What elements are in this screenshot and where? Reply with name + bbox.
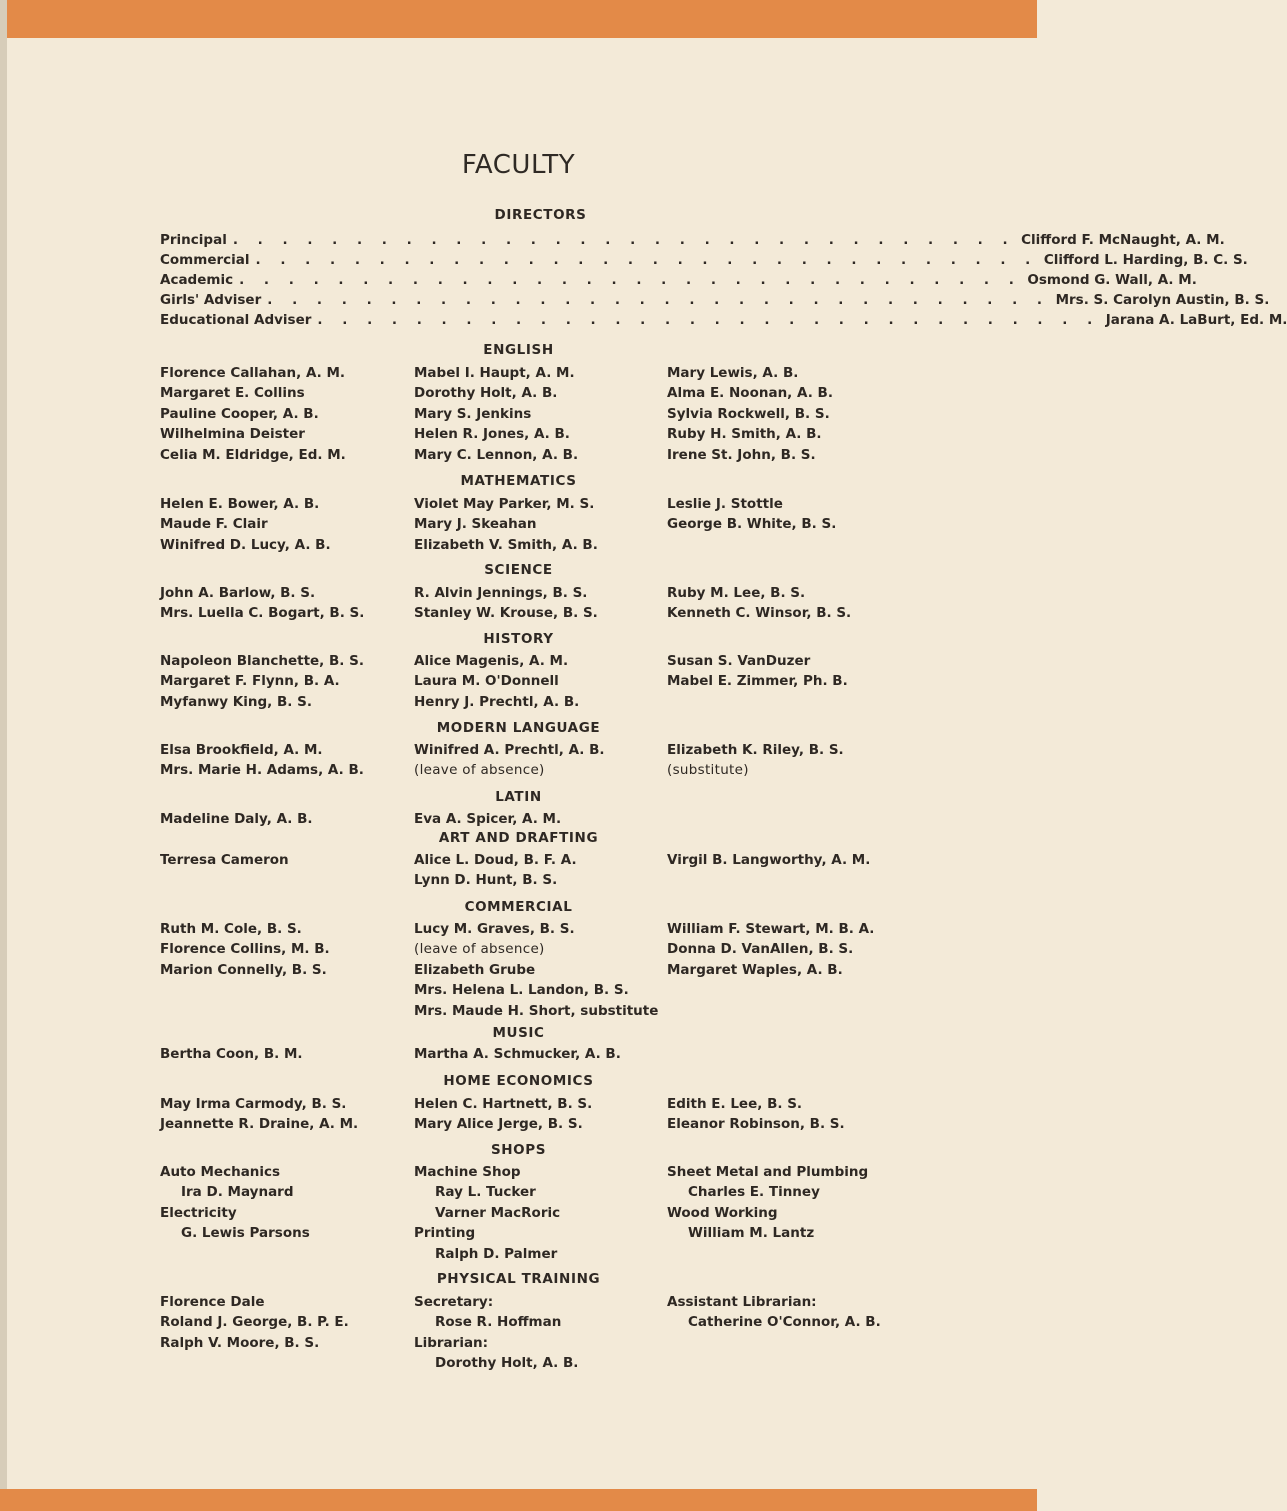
history-column-3 <box>667 651 927 692</box>
director-row <box>160 232 1225 252</box>
faculty-name: Stanley W. Krouse, B. S. <box>414 605 598 622</box>
faculty-name: Florence Collins, M. B. <box>160 941 330 958</box>
faculty-name: Kenneth C. Winsor, B. S. <box>667 605 852 622</box>
faculty-name: John A. Barlow, B. S. <box>160 585 316 601</box>
faculty-name: Varner MacRoric <box>435 1204 561 1221</box>
faculty-name: Mary Alice Jerge, B. S. <box>414 1116 583 1133</box>
faculty-name: Virgil B. Langworthy, A. M. <box>667 852 871 868</box>
faculty-name: Helen R. Jones, A. B. <box>414 426 570 443</box>
status-note: (substitute) <box>667 762 749 779</box>
department-heading: MUSIC <box>492 1025 545 1041</box>
faculty-name: Mabel I. Haupt, A. M. <box>414 365 575 381</box>
english-column-1 <box>160 363 420 465</box>
faculty-name: Mary J. Skeahan <box>414 516 537 533</box>
commercial-column-3 <box>667 919 927 980</box>
home-economics-column-1 <box>160 1094 420 1135</box>
role-label: Librarian: <box>414 1334 489 1351</box>
faculty-name: Winifred A. Prechtl, A. B. <box>414 742 605 758</box>
physical-training-column-3 <box>667 1292 927 1333</box>
department-heading: SCIENCE <box>484 562 553 578</box>
dot-leader: . . . . . . . . . . . . . . . . . . . . . . . . . . . . . . . . <box>232 232 1016 248</box>
faculty-name: Roland J. George, B. P. E. <box>160 1314 349 1331</box>
faculty-name: Susan S. VanDuzer <box>667 653 811 669</box>
faculty-name: Lucy M. Graves, B. S. <box>414 921 575 937</box>
faculty-name: Donna D. VanAllen, B. S. <box>667 941 854 958</box>
shop-label: Auto Mechanics <box>160 1164 281 1180</box>
faculty-name: Edith E. Lee, B. S. <box>667 1096 803 1112</box>
modern-language-column-1 <box>160 740 420 781</box>
faculty-name: Marion Connelly, B. S. <box>160 961 327 978</box>
faculty-name: Celia M. Eldridge, Ed. M. <box>160 446 346 463</box>
director-name: Osmond G. Wall, A. M. <box>1027 272 1197 288</box>
faculty-name: Alice Magenis, A. M. <box>414 653 569 669</box>
director-row <box>160 272 1197 292</box>
shop-label: Printing <box>414 1225 476 1242</box>
faculty-name: Florence Callahan, A. M. <box>160 365 346 381</box>
faculty-name: Elizabeth Grube <box>414 961 536 978</box>
mathematics-column-2 <box>414 494 674 555</box>
department-heading: ART AND DRAFTING <box>438 830 599 846</box>
science-column-1 <box>160 583 420 624</box>
directors-heading: DIRECTORS <box>494 207 587 223</box>
faculty-name: Winifred D. Lucy, A. B. <box>160 536 331 553</box>
art-drafting-column-3 <box>667 850 927 870</box>
modern-language-column-2 <box>414 740 674 781</box>
physical-training-column-1 <box>160 1292 420 1353</box>
faculty-name: Rose R. Hoffman <box>435 1314 562 1331</box>
faculty-name: Bertha Coon, B. M. <box>160 1046 303 1062</box>
faculty-name: Margaret E. Collins <box>160 385 305 402</box>
faculty-name: Elizabeth V. Smith, A. B. <box>414 536 598 553</box>
faculty-name: Mary Lewis, A. B. <box>667 365 799 381</box>
faculty-name: Irene St. John, B. S. <box>667 446 816 463</box>
faculty-name: Ralph D. Palmer <box>435 1245 558 1262</box>
role-label: Secretary: <box>414 1294 494 1310</box>
faculty-name: Dorothy Holt, A. B. <box>435 1355 579 1372</box>
faculty-name: Ray L. Tucker <box>435 1184 536 1201</box>
faculty-name: Ruth M. Cole, B. S. <box>160 921 302 937</box>
department-heading: MODERN LANGUAGE <box>436 720 601 736</box>
faculty-name: Mary C. Lennon, A. B. <box>414 446 579 463</box>
faculty-name: Violet May Parker, M. S. <box>414 496 595 512</box>
faculty-name: Henry J. Prechtl, A. B. <box>414 693 580 710</box>
faculty-name: Laura M. O'Donnell <box>414 673 559 690</box>
department-heading: MATHEMATICS <box>460 473 577 489</box>
faculty-name: Madeline Daly, A. B. <box>160 811 313 827</box>
faculty-name: Charles E. Tinney <box>688 1184 820 1201</box>
department-heading: SHOPS <box>490 1142 547 1158</box>
faculty-name: Napoleon Blanchette, B. S. <box>160 653 364 669</box>
faculty-name: Mrs. Luella C. Bogart, B. S. <box>160 605 365 622</box>
commercial-column-1 <box>160 919 420 980</box>
faculty-name: Ruby M. Lee, B. S. <box>667 585 806 601</box>
faculty-name: Pauline Cooper, A. B. <box>160 405 319 422</box>
faculty-name: Florence Dale <box>160 1294 265 1310</box>
faculty-name: Terresa Cameron <box>160 852 289 868</box>
faculty-name: Leslie J. Stottle <box>667 496 783 512</box>
faculty-name: Ralph V. Moore, B. S. <box>160 1334 320 1351</box>
director-row <box>160 252 1248 272</box>
director-name: Mrs. S. Carolyn Austin, B. S. <box>1055 292 1270 308</box>
faculty-name: Elsa Brookfield, A. M. <box>160 742 323 758</box>
faculty-name: William M. Lantz <box>688 1225 815 1242</box>
faculty-name: William F. Stewart, M. B. A. <box>667 921 875 937</box>
faculty-name: Eva A. Spicer, A. M. <box>414 811 562 827</box>
mathematics-column-1 <box>160 494 420 555</box>
faculty-name: Jeannette R. Draine, A. M. <box>160 1116 359 1133</box>
shops-column-2 <box>414 1162 674 1264</box>
faculty-name: Margaret Waples, A. B. <box>667 961 843 978</box>
dot-leader: . . . . . . . . . . . . . . . . . . . . . . . . . . . . . . . . <box>239 272 1022 288</box>
director-row <box>160 312 1287 332</box>
faculty-name: May Irma Carmody, B. S. <box>160 1096 347 1112</box>
faculty-name: Ruby H. Smith, A. B. <box>667 426 822 443</box>
faculty-name: Maude F. Clair <box>160 516 268 533</box>
faculty-name: George B. White, B. S. <box>667 516 837 533</box>
commercial-column-2 <box>414 919 674 1021</box>
faculty-name: Mrs. Helena L. Landon, B. S. <box>414 982 629 999</box>
music-column-2 <box>414 1044 674 1064</box>
shop-label: Machine Shop <box>414 1164 521 1180</box>
dot-leader: . . . . . . . . . . . . . . . . . . . . . . . . . . . . . . . . <box>267 292 1050 308</box>
shop-label: Sheet Metal and Plumbing <box>667 1164 869 1180</box>
modern-language-column-3 <box>667 740 927 781</box>
faculty-name: Martha A. Schmucker, A. B. <box>414 1046 621 1062</box>
english-column-3 <box>667 363 927 465</box>
shop-label: Electricity <box>160 1204 237 1221</box>
art-drafting-column-2 <box>414 850 674 891</box>
director-name: Clifford F. McNaught, A. M. <box>1021 232 1225 248</box>
top-color-band <box>0 0 1037 38</box>
history-column-2 <box>414 651 674 712</box>
science-column-2 <box>414 583 674 624</box>
faculty-name: Ira D. Maynard <box>181 1184 294 1201</box>
faculty-name: Helen C. Hartnett, B. S. <box>414 1096 593 1112</box>
shop-label: Wood Working <box>667 1204 778 1221</box>
latin-column-2 <box>414 809 674 829</box>
art-drafting-column-1 <box>160 850 420 870</box>
faculty-name: Elizabeth K. Riley, B. S. <box>667 742 844 758</box>
faculty-name: Mrs. Marie H. Adams, A. B. <box>160 762 364 779</box>
faculty-name: Catherine O'Connor, A. B. <box>688 1314 881 1331</box>
faculty-name: Alice L. Doud, B. F. A. <box>414 852 577 868</box>
faculty-name: Lynn D. Hunt, B. S. <box>414 872 558 889</box>
role-label: Assistant Librarian: <box>667 1294 817 1310</box>
faculty-name: G. Lewis Parsons <box>181 1225 310 1242</box>
faculty-name: Myfanwy King, B. S. <box>160 693 312 710</box>
director-name: Clifford L. Harding, B. C. S. <box>1043 252 1248 268</box>
latin-column-1 <box>160 809 420 829</box>
director-role: Commercial <box>160 252 250 268</box>
shops-column-1 <box>160 1162 420 1244</box>
department-heading: LATIN <box>495 789 542 805</box>
shops-column-3 <box>667 1162 927 1244</box>
faculty-name: Margaret F. Flynn, B. A. <box>160 673 340 690</box>
department-heading: HISTORY <box>483 631 554 647</box>
history-column-1 <box>160 651 420 712</box>
department-heading: HOME ECONOMICS <box>443 1073 594 1089</box>
faculty-name: Alma E. Noonan, A. B. <box>667 385 833 402</box>
department-heading: COMMERCIAL <box>464 899 573 915</box>
dot-leader: . . . . . . . . . . . . . . . . . . . . . . . . . . . . . . . . <box>255 252 1038 268</box>
faculty-name: Mabel E. Zimmer, Ph. B. <box>667 673 848 690</box>
director-role: Academic <box>160 272 234 288</box>
department-heading: PHYSICAL TRAINING <box>436 1271 601 1287</box>
department-heading: ENGLISH <box>483 342 554 358</box>
page-title: FACULTY <box>461 150 576 180</box>
faculty-name: Helen E. Bower, A. B. <box>160 496 320 512</box>
music-column-1 <box>160 1044 420 1064</box>
faculty-name: Wilhelmina Deister <box>160 426 305 443</box>
status-note: (leave of absence) <box>414 762 545 779</box>
status-note: (leave of absence) <box>414 941 545 958</box>
faculty-name: Mary S. Jenkins <box>414 405 532 422</box>
faculty-name: Eleanor Robinson, B. S. <box>667 1116 845 1133</box>
dot-leader: . . . . . . . . . . . . . . . . . . . . . . . . . . . . . . . . <box>317 312 1100 328</box>
home-economics-column-2 <box>414 1094 674 1135</box>
physical-training-column-2 <box>414 1292 674 1374</box>
director-row <box>160 292 1270 312</box>
faculty-name: Dorothy Holt, A. B. <box>414 385 558 402</box>
faculty-name: Mrs. Maude H. Short, substitute <box>414 1002 659 1019</box>
science-column-3 <box>667 583 927 624</box>
director-role: Girls' Adviser <box>160 292 262 308</box>
faculty-name: Sylvia Rockwell, B. S. <box>667 405 830 422</box>
faculty-name: R. Alvin Jennings, B. S. <box>414 585 588 601</box>
english-column-2 <box>414 363 674 465</box>
bottom-color-band <box>0 1489 1037 1511</box>
director-role: Educational Adviser <box>160 312 312 328</box>
director-role: Principal <box>160 232 227 248</box>
home-economics-column-3 <box>667 1094 927 1135</box>
director-name: Jarana A. LaBurt, Ed. M. <box>1105 312 1287 328</box>
mathematics-column-3 <box>667 494 927 535</box>
